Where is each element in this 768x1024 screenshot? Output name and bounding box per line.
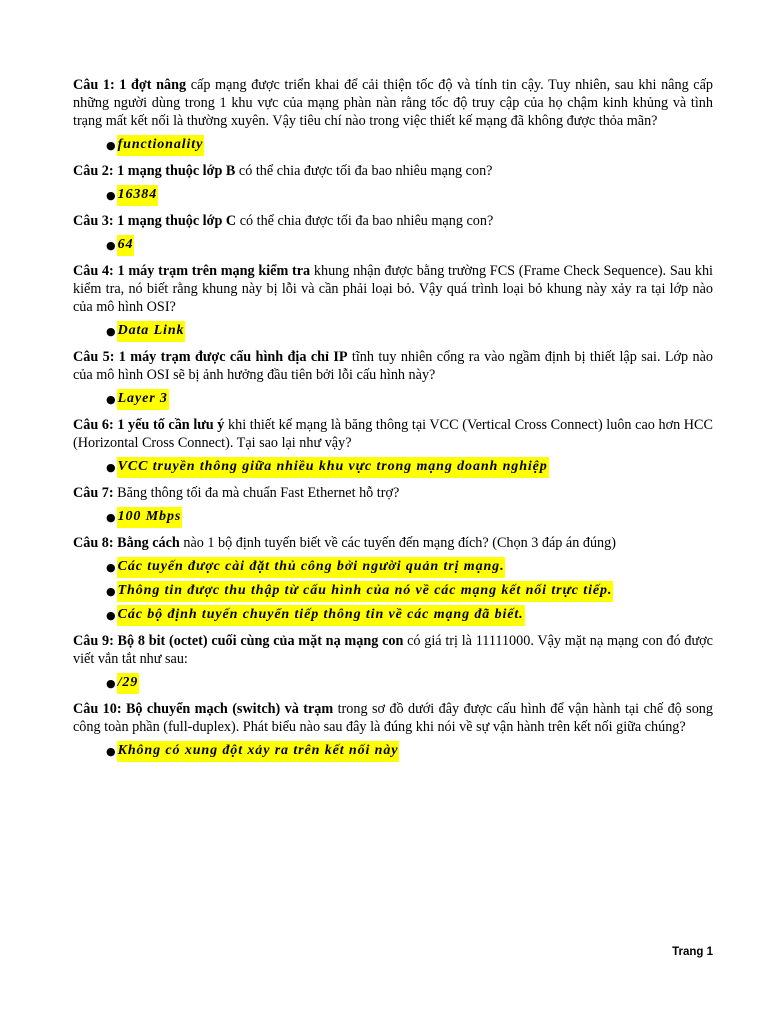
bullet-icon: ● [106,560,116,574]
question-body: khung nhận được bằng trường FCS (Frame Check Sequence). Sau khi kiểm tra, nó biết rằng khung này bị lỗi và cần phải loại bỏ. Vậy quá trình loại bỏ khung này xảy ra tại lớp nào của mô hình OSI? [73,263,713,315]
answer-list [73,673,713,694]
question-lead: Câu 5: 1 máy trạm được cấu hình địa chỉ IP [73,349,348,365]
question-block-6 [73,416,713,478]
bullet-icon: ● [106,392,116,406]
answer-item [106,605,713,626]
answer-list [73,741,713,762]
question-lead: Câu 1: 1 đợt nâng [73,77,187,93]
answer-item [106,741,713,762]
question-block-3 [73,212,713,256]
question-block-5 [73,348,713,410]
question-body: trong sơ đồ dưới đây được cấu hình để vận hành tại chế độ song công toàn phần (full-duplex). Phát biểu nào sau đây là đúng khi nói về sự vận hành trên kết nối giữa chúng? [73,701,713,735]
answer-item [106,673,713,694]
answer-text: Thông tin được thu thập từ cấu hình của nó về các mạng kết nối trực tiếp. [117,581,614,602]
answer-text: 100 Mbps [117,507,183,528]
answer-list [73,185,713,206]
bullet-icon: ● [106,324,116,338]
answer-text: /29 [117,673,140,694]
answer-text: Không có xung đột xảy ra trên kết nối này [117,741,400,762]
answer-list [73,321,713,342]
question-body: cấp mạng được triển khai để cải thiện tốc độ và tính tin cậy. Tuy nhiên, sau khi nâng cấp những người dùng trong 1 khu vực của mạng phàn nàn rằng tốc độ truy cập của họ chậm kinh khủng và tình trạng mất kết nối là thường xuyên. Vậy tiêu chí nào trong việc thiết kế mạng đã không được thỏa mãn? [73,77,713,129]
answer-item [106,389,713,410]
bullet-icon: ● [106,188,116,202]
question-text [73,262,713,316]
question-text [73,632,713,668]
question-body: tĩnh tuy nhiên cổng ra vào ngầm định bị thiết lập sai. Lớp nào của mô hình OSI sẽ bị ảnh hưởng đầu tiên bởi lỗi cấu hình này? [73,349,714,383]
question-text [73,700,713,736]
question-lead: Câu 9: Bộ 8 bit (octet) cuối cùng của mặt nạ mạng con [73,633,404,649]
answer-list [73,457,713,478]
question-lead: Câu 2: 1 mạng thuộc lớp B [73,163,236,179]
answer-text: Layer 3 [117,389,169,410]
answer-item [106,135,713,156]
question-body: có giá trị là 11111000. Vậy mặt nạ mạng con đó được viết vắn tắt như sau: [73,633,713,667]
question-text [73,484,713,502]
bullet-icon: ● [106,138,116,152]
answer-text: 64 [117,235,135,256]
question-body: khi thiết kế mạng là băng thông tại VCC (Vertical Cross Connect) luôn cao hơn HCC (Horizontal Cross Connect). Tại sao lại như vậy? [73,417,713,451]
answer-item [106,457,713,478]
question-lead: Câu 10: Bộ chuyển mạch (switch) và trạm [73,701,334,717]
answer-list [73,135,713,156]
bullet-icon: ● [106,510,116,524]
bullet-icon: ● [106,744,116,758]
question-block-10 [73,700,713,762]
question-lead: Câu 3: 1 mạng thuộc lớp C [73,213,237,229]
question-block-4 [73,262,713,342]
question-lead: Câu 4: 1 máy trạm trên mạng kiểm tra [73,263,311,279]
question-body: Băng thông tối đa mà chuẩn Fast Ethernet hỗ trợ? [113,485,400,501]
bullet-icon: ● [106,676,116,690]
bullet-icon: ● [106,238,116,252]
question-body: có thể chia được tối đa bao nhiêu mạng con? [236,213,494,229]
document-page [73,76,713,768]
bullet-icon: ● [106,608,116,622]
answer-item [106,185,713,206]
question-text [73,348,713,384]
answer-text: Các bộ định tuyến chuyển tiếp thông tin về các mạng đã biết. [117,605,525,626]
question-block-2 [73,162,713,206]
question-block-7 [73,484,713,528]
question-text [73,534,713,552]
bullet-icon: ● [106,460,116,474]
answer-text: Data Link [117,321,186,342]
bullet-icon: ● [106,584,116,598]
question-block-1 [73,76,713,156]
page-number: Trang 1 [672,946,713,958]
question-block-9 [73,632,713,694]
answer-text: 16384 [117,185,159,206]
answer-list [73,389,713,410]
answer-item [106,235,713,256]
question-text [73,162,713,180]
answer-item [106,507,713,528]
question-text [73,416,713,452]
answer-item [106,581,713,602]
question-lead: Câu 8: Bằng cách [73,535,180,551]
question-body: nào 1 bộ định tuyến biết về các tuyến đến mạng đích? (Chọn 3 đáp án đúng) [179,535,616,551]
answer-list [73,235,713,256]
answer-text: functionality [117,135,205,156]
answer-item [106,321,713,342]
question-block-8 [73,534,713,626]
question-text [73,76,713,130]
question-lead: Câu 6: 1 yếu tố cần lưu ý [73,417,225,433]
question-body: có thể chia được tối đa bao nhiêu mạng con? [235,163,493,179]
answer-list [73,557,713,626]
answer-list [73,507,713,528]
question-lead: Câu 7: [73,485,114,501]
answer-text: Các tuyến được cài đặt thủ công bởi người quản trị mạng. [117,557,506,578]
answer-text: VCC truyền thông giữa nhiều khu vực trong mạng doanh nghiệp [117,457,549,478]
answer-item [106,557,713,578]
question-text [73,212,713,230]
